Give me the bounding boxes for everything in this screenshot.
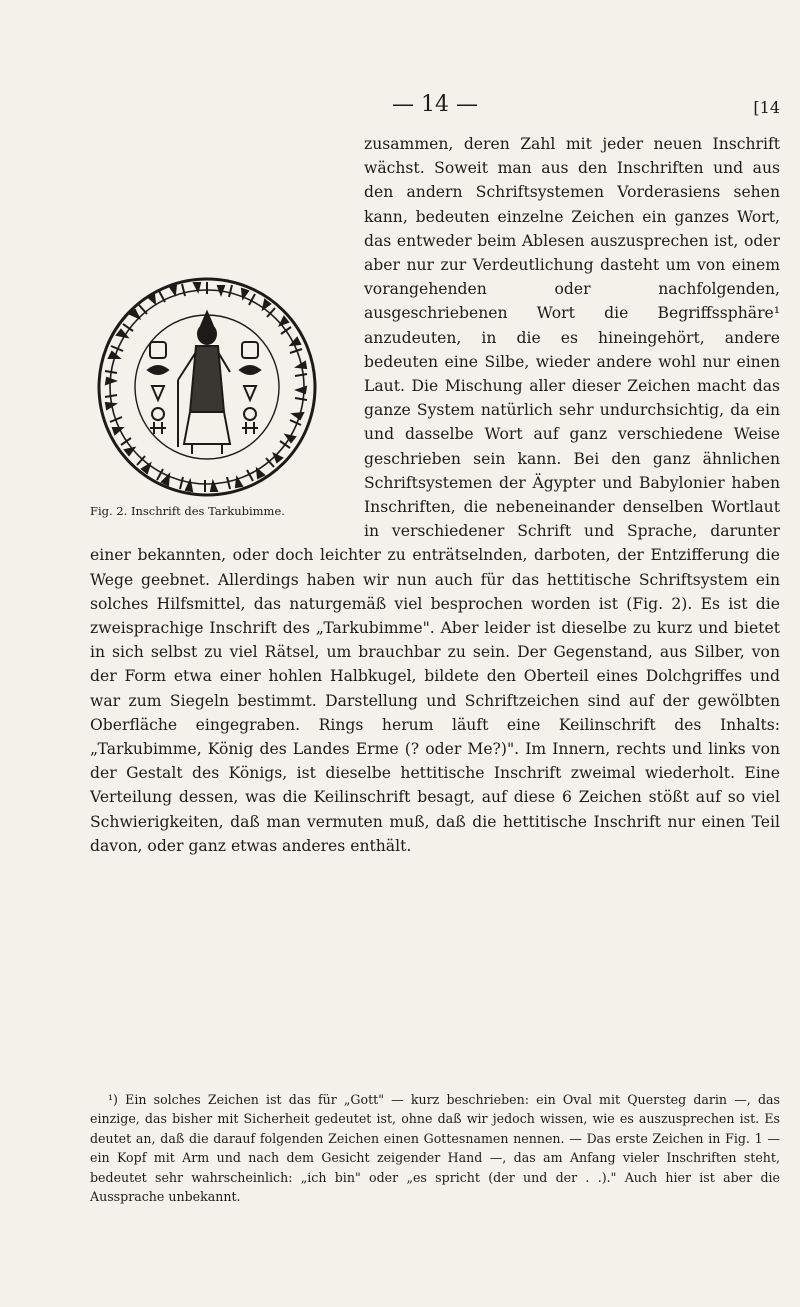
page-number: — 14 — xyxy=(392,92,478,117)
figure-2 xyxy=(90,272,346,518)
margin-page-mark: [14 xyxy=(753,98,780,117)
main-text xyxy=(90,132,780,858)
tarkubimme-seal-illustration xyxy=(92,272,322,502)
footnotes xyxy=(90,1090,780,1206)
figure-caption: Fig. 2. Inschrift des Tarkubimme. xyxy=(90,504,285,518)
footnote-1: ¹) Ein solches Zeichen ist das für „Gott" — kurz beschrieben: ein Oval mit Quersteg darin —, das einzige, das bisher mit Sicherheit gedeutet ist, ohne daß wir jedoch wissen, wie es auszusprechen ist. Es deutet an, daß die darauf folgenden Zeichen einen Gottesnamen nennen. — Das erste Zeichen in Fig. 1 — ein Kopf mit Arm und nach dem Gesicht zeigender Hand —, das am Anfang vieler Inschriften steht, bedeutet sehr wahrscheinlich: „ich bin" oder „es spricht (der und der . .)." Auch hier ist aber die Aussprache unbekannt. xyxy=(90,1092,780,1205)
page-header xyxy=(90,92,780,122)
body-paragraph: zusammen, deren Zahl mit jeder neuen Inschrift wächst. Soweit man aus den Inschriften und aus den andern Schriftsystemen Vorderasiens sehen kann, bedeuten einzelne Zeichen ein ganzes Wort, das entweder beim Ablesen auszusprechen ist, oder aber nur zur Verdeutlichung dasteht um von einem vorangehenden oder nachfolgenden, ausgeschriebenen Wort die Begriffssphäre¹ anzudeuten, in die es hineingehört, andere bedeuten eine Silbe, wieder andere wohl nur einen Laut. Die Mischung aller dieser Zeichen macht das ganze System natürlich sehr undurchsichtig, da ein und dasselbe Wort auf ganz verschiedene Weise geschrieben sein kann. Bei den ganz ähnlichen Schriftsystemen der Ägypter und Babylonier haben Inschriften, die nebeneinander denselben Wortlaut in verschiedener Schrift und Sprache, darunter einer bekannten, oder doch leichter zu enträtselnden, darboten, der Entzifferung die Wege geebnet. Allerdings haben wir nun auch für das hettitische Schriftsystem ein solches Hilfsmittel, das naturgemäß viel besprochen worden ist (Fig. 2). Es ist die zweisprachige Inschrift des „Tarkubimme". Aber leider ist dieselbe zu kurz und bietet in sich selbst zu viel Rätsel, um brauchbar zu sein. Der Gegenstand, aus Silber, von der Form etwa einer hohlen Halbkugel, bildete den Oberteil eines Dolchgriffes und war zum Siegeln bestimmt. Darstellung und Schriftzeichen sind auf der gewölbten Oberfläche eingegraben. Rings herum läuft eine Keilinschrift des Inhalts: „Tarkubimme, König des Landes Erme (? oder Me?)". Im Innern, rechts und links von der Gestalt des Königs, ist dieselbe hettitische Inschrift zweimal wiederholt. Eine Verteilung dessen, was die Keilinschrift besagt, auf diese 6 Zeichen stößt auf so viel Schwierigkeiten, daß man vermuten muß, daß die hettitische Inschrift nur einen Teil davon, oder ganz etwas anderes enthält. xyxy=(90,135,780,855)
